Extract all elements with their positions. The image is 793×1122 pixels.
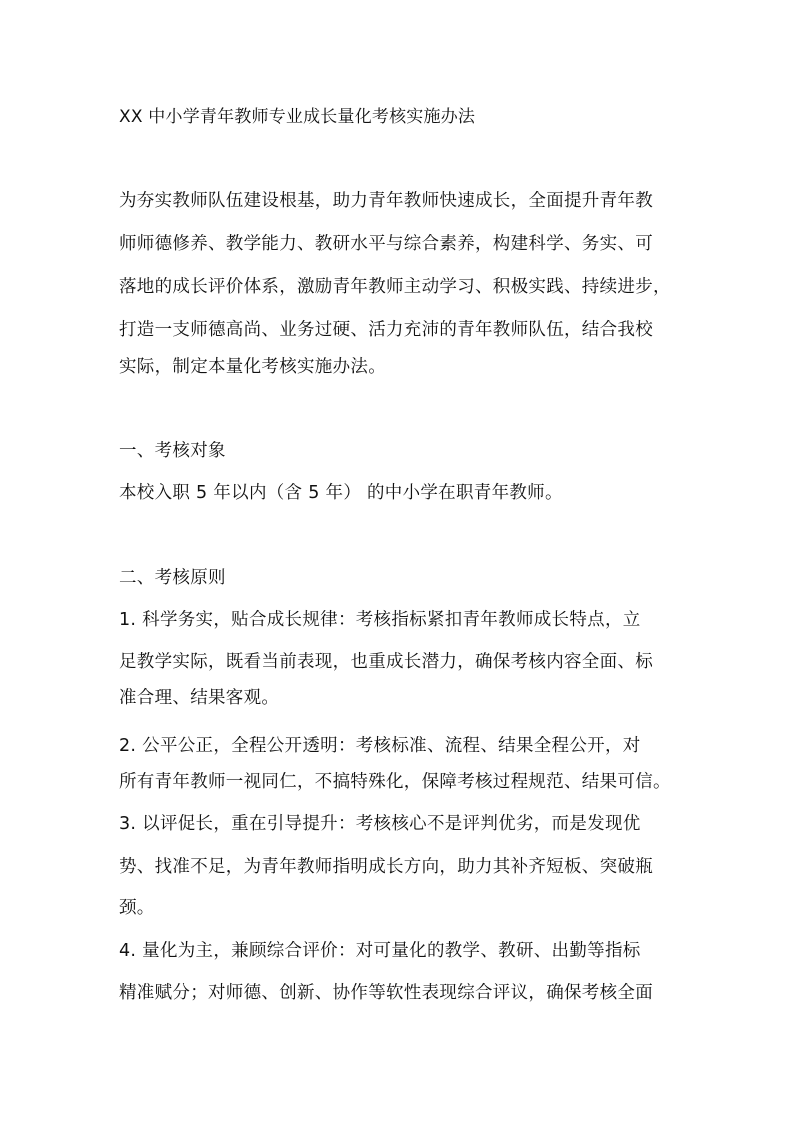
principle-line: 3. 以评促长，重在引导提升：考核核心不是评判优劣，而是发现优 — [119, 814, 641, 834]
intro-line: 打造一支师德高尚、业务过硬、活力充沛的青年教师队伍，结合我校 — [119, 320, 653, 340]
principle-line: 所有青年教师一视同仁，不搞特殊化，保障考核过程规范、结果可信。 — [119, 772, 671, 792]
intro-line: 师师德修养、教学能力、教研水平与综合素养，构建科学、务实、可 — [119, 234, 653, 254]
document-title: XX 中小学青年教师专业成长量化考核实施办法 — [119, 107, 476, 127]
principle-line: 足教学实际，既看当前表现，也重成长潜力，确保考核内容全面、标 — [119, 652, 653, 672]
principle-line: 4. 量化为主，兼顾综合评价：对可量化的教学、教研、出勤等指标 — [119, 941, 641, 961]
intro-line: 落地的成长评价体系，激励青年教师主动学习、积极实践、持续进步， — [119, 277, 671, 297]
principle-line: 1. 科学务实，贴合成长规律：考核指标紧扣青年教师成长特点，立 — [119, 610, 641, 630]
section-body-line: 本校入职 5 年以内（含 5 年） 的中小学在职青年教师。 — [119, 483, 563, 503]
principle-line: 势、找准不足，为青年教师指明成长方向，助力其补齐短板、突破瓶 — [119, 857, 653, 877]
section-heading-assessment-target: 一、考核对象 — [119, 441, 226, 461]
section-heading-assessment-principles: 二、考核原则 — [119, 568, 226, 588]
principle-line: 准合理、结果客观。 — [119, 688, 280, 708]
intro-line: 为夯实教师队伍建设根基，助力青年教师快速成长，全面提升青年教 — [119, 191, 653, 211]
principle-line: 精准赋分；对师德、创新、协作等软性表现综合评议，确保考核全面 — [119, 983, 653, 1003]
intro-line: 实际，制定本量化考核实施办法。 — [119, 357, 386, 377]
principle-line: 颈。 — [119, 898, 155, 918]
principle-line: 2. 公平公正，全程公开透明：考核标准、流程、结果全程公开，对 — [119, 736, 641, 756]
